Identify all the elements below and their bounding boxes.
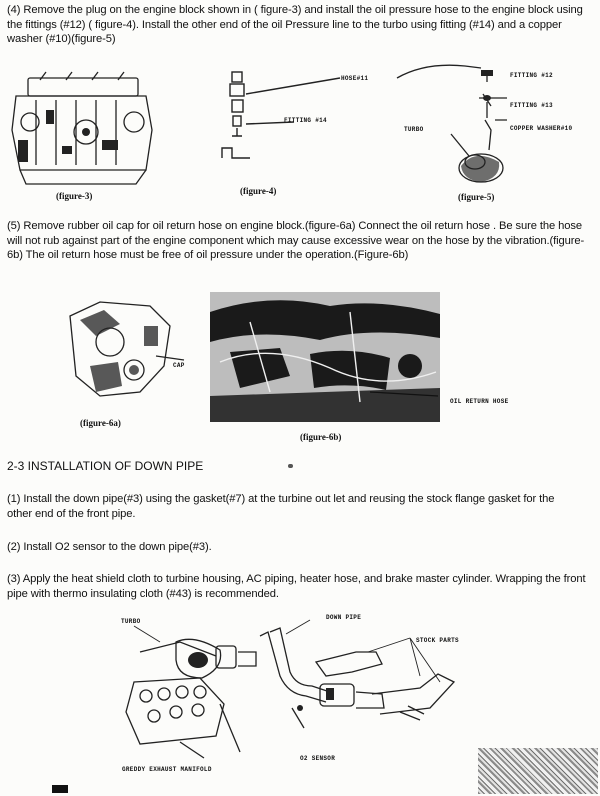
figure-3-engine-block — [6, 70, 156, 188]
figure-4-caption: (figure-4) — [240, 186, 277, 196]
figure-6b-caption: (figure-6b) — [300, 432, 342, 442]
label-greddy-exhaust-manifold: GREDDY EXHAUST MANIFOLD — [122, 766, 212, 773]
label-stock-parts: STOCK PARTS — [416, 637, 459, 644]
scan-speck — [288, 464, 293, 468]
label-down-pipe: DOWN PIPE — [326, 614, 362, 621]
figure-6a-oil-cap — [60, 296, 210, 406]
label-fitting-12: FITTING #12 — [510, 72, 553, 79]
label-turbo-fig5: TURBO — [404, 126, 424, 133]
item-3-paragraph: (3) Apply the heat shield cloth to turbine housing, AC piping, heater hose, and brake master cylinder. Wrapping the front pipe with thermo insulating cloth (#43) is recommended. — [7, 573, 586, 600]
label-cap: CAP — [173, 362, 185, 369]
label-hose-11: HOSE#11 — [341, 75, 369, 82]
figure-6b-oil-return-hose — [210, 292, 440, 432]
label-fitting-13: FITTING #13 — [510, 102, 553, 109]
section-heading: 2-3 INSTALLATION OF DOWN PIPE — [7, 459, 204, 473]
label-o2-sensor: O2 SENSOR — [300, 755, 336, 762]
step4-paragraph: (4) Remove the plug on the engine block shown in ( figure-3) and install the oil pressure hose to the engine block using the fittings (#12) ( figure-4). Install the other end of the oil Pressure line to the turbo using fitting (#14) and a copper washer (#10)(figure-5) — [7, 4, 583, 46]
figure-6a-caption: (figure-6a) — [80, 418, 121, 428]
figure-5-turbo-fittings — [395, 58, 600, 188]
step5-paragraph: (5) Remove rubber oil cap for oil return hose on engine block.(figure-6a) Connect the oil return hose . Be sure the hose will not rub against part of the engine component which may cause excessive wear on the hose by the vibration.(figure-6b) The oil return hose must be free of oil pressure under the operation.(Figure-6b) — [7, 220, 585, 262]
label-copper-washer-10: COPPER WASHER#10 — [510, 125, 573, 132]
figure-5-caption: (figure-5) — [458, 192, 495, 202]
item-2-paragraph: (2) Install O2 sensor to the down pipe(#3). — [7, 541, 212, 553]
figure-down-pipe-installation — [120, 612, 480, 762]
label-oil-return-hose: OIL RETURN HOSE — [450, 398, 509, 405]
scan-noise-bottom-right — [478, 748, 598, 794]
item-1-paragraph: (1) Install the down pipe(#3) using the gasket(#7) at the turbine out let and reusing the stock flange gasket for the other end of the front pipe. — [7, 493, 555, 520]
scan-smudge-left — [52, 785, 68, 793]
label-fitting-14: FITTING #14 — [284, 117, 327, 124]
label-turbo-bottom: TURBO — [121, 618, 141, 625]
figure-3-caption: (figure-3) — [56, 191, 93, 201]
